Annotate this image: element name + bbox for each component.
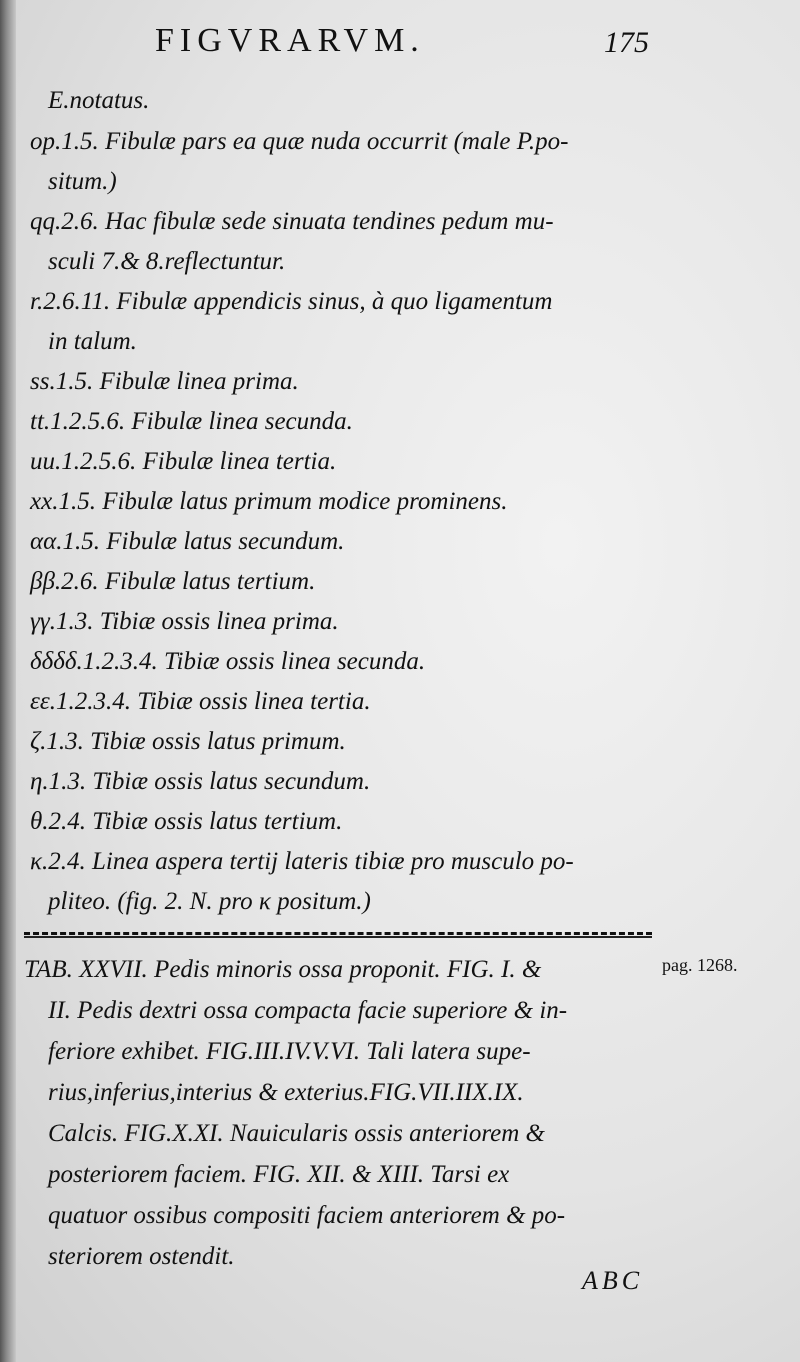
list-item: tt.1.2.5.6. Fibulæ linea secunda. bbox=[30, 408, 353, 435]
list-item: ζ.1.3. Tibiæ ossis latus primum. bbox=[30, 728, 346, 755]
paragraph-line: feriore exhibet. FIG.III.IV.V.VI. Tali latera supe- bbox=[48, 1038, 531, 1065]
list-item: δδδδ.1.2.3.4. Tibiæ ossis linea secunda. bbox=[30, 648, 426, 675]
list-item: uu.1.2.5.6. Fibulæ linea tertia. bbox=[30, 448, 337, 475]
list-item: η.1.3. Tibiæ ossis latus secundum. bbox=[30, 768, 371, 795]
list-item: xx.1.5. Fibulæ latus primum modice prominens. bbox=[30, 488, 508, 515]
section-rule-underline bbox=[24, 936, 652, 938]
running-head: FIGVRARVM. bbox=[155, 22, 425, 59]
list-item: αα.1.5. Fibulæ latus secundum. bbox=[30, 528, 345, 555]
paragraph-line: Calcis. FIG.X.XI. Nauicularis ossis anteriorem & bbox=[48, 1120, 545, 1147]
list-item: E.notatus. bbox=[48, 87, 150, 114]
list-item: κ.2.4. Linea aspera tertij lateris tibiæ pro musculo po- bbox=[30, 848, 574, 875]
paragraph-line: posteriorem faciem. FIG. XII. & XIII. Tarsi ex bbox=[48, 1161, 510, 1188]
list-item: situm.) bbox=[48, 168, 117, 195]
paragraph-line: quatuor ossibus compositi faciem anteriorem & po- bbox=[48, 1202, 566, 1229]
paragraph-line: TAB. XXVII. Pedis minoris ossa proponit. FIG. I. & bbox=[24, 956, 542, 983]
section-rule bbox=[24, 932, 652, 935]
paragraph-line: rius,inferius,interius & exterius.FIG.VII.IIX.IX. bbox=[48, 1079, 524, 1106]
list-item: sculi 7.& 8.reflectuntur. bbox=[48, 248, 286, 275]
list-item: γγ.1.3. Tibiæ ossis linea prima. bbox=[30, 608, 339, 635]
list-item: pliteo. (fig. 2. N. pro κ positum.) bbox=[48, 888, 371, 915]
list-item: θ.2.4. Tibiæ ossis latus tertium. bbox=[30, 808, 343, 835]
paragraph-line: steriorem ostendit. bbox=[48, 1243, 235, 1270]
list-item: qq.2.6. Hac fibulæ sede sinuata tendines pedum mu- bbox=[30, 208, 554, 235]
catchword: ABC bbox=[582, 1266, 644, 1295]
margin-page-reference: pag. 1268. bbox=[662, 955, 738, 975]
page-gutter bbox=[0, 0, 16, 1362]
list-item: εε.1.2.3.4. Tibiæ ossis linea tertia. bbox=[30, 688, 371, 715]
list-item: in talum. bbox=[48, 328, 137, 355]
list-item: op.1.5. Fibulæ pars ea quæ nuda occurrit (male P.po- bbox=[30, 128, 569, 155]
paragraph-line: II. Pedis dextri ossa compacta facie superiore & in- bbox=[48, 997, 568, 1024]
list-item: r.2.6.11. Fibulæ appendicis sinus, à quo ligamentum bbox=[30, 288, 553, 315]
list-item: ss.1.5. Fibulæ linea prima. bbox=[30, 368, 299, 395]
page-number: 175 bbox=[604, 26, 649, 59]
list-item: ββ.2.6. Fibulæ latus tertium. bbox=[30, 568, 316, 595]
